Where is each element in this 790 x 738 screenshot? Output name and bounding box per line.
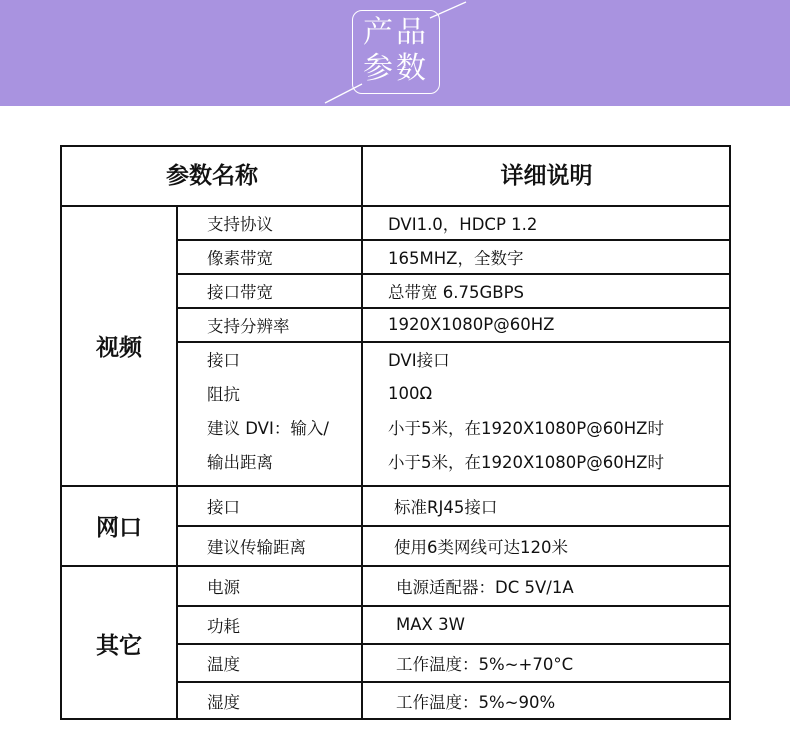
category-network: 网口 (96, 515, 142, 541)
param-name: 电源 (207, 577, 240, 597)
param-name: 功耗 (207, 616, 240, 636)
param-value: 使用6类网线可达120米 (394, 537, 568, 557)
param-name: 阻抗 (207, 385, 240, 404)
param-value: 165MHZ，全数字 (388, 248, 524, 268)
param-name: 建议传输距离 (207, 537, 306, 557)
param-value: DVI1.0，HDCP 1.2 (388, 214, 538, 234)
param-value: 小于5米，在1920X1080P@60HZ时 (388, 453, 664, 472)
header-banner (0, 0, 790, 106)
param-name: 接口带宽 (207, 282, 273, 302)
param-name: 湿度 (207, 693, 240, 712)
param-value: 1920X1080P@60HZ (388, 315, 555, 334)
header-description: 详细说明 (500, 163, 593, 189)
category-video: 视频 (96, 335, 142, 361)
param-value: 工作温度：5%~+70°C (396, 654, 574, 674)
param-value: 工作温度：5%~90% (396, 693, 556, 712)
category-other: 其它 (96, 632, 142, 659)
section-title-line1: 产品 (363, 15, 429, 50)
section-title-badge (352, 10, 440, 94)
param-name: 支持协议 (207, 214, 273, 234)
param-value: 标准RJ45接口 (394, 497, 498, 517)
spec-table (60, 145, 731, 720)
param-value: 小于5米，在1920X1080P@60HZ时 (388, 419, 664, 438)
param-name: 接口 (207, 497, 240, 517)
param-name: 输出距离 (207, 453, 273, 472)
param-value: 100Ω (388, 383, 433, 403)
header-param-name: 参数名称 (166, 163, 258, 189)
param-name: 接口 (207, 351, 240, 370)
section-title-line2: 参数 (363, 51, 429, 86)
param-value: MAX 3W (396, 615, 465, 634)
param-name: 温度 (207, 654, 240, 674)
param-value: 电源适配器：DC 5V/1A (396, 577, 574, 597)
param-name: 像素带宽 (207, 248, 273, 268)
param-value: DVI接口 (388, 351, 450, 370)
param-name: 支持分辨率 (207, 316, 290, 336)
param-name: 建议 DVI：输入/ (207, 419, 329, 438)
param-value: 总带宽 6.75GBPS (388, 282, 525, 302)
